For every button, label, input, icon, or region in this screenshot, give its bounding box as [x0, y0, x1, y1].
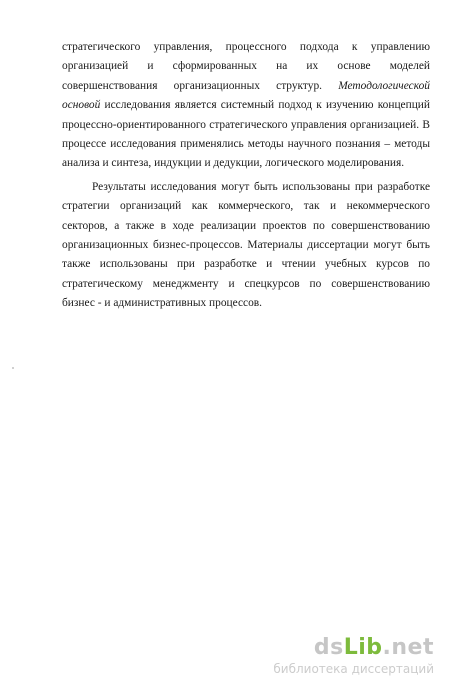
watermark-logo	[234, 636, 434, 660]
body-text	[62, 38, 430, 314]
p1-italic-term: Методологической основой	[62, 79, 430, 112]
watermark	[234, 636, 434, 677]
scan-speck	[12, 367, 14, 369]
watermark-subtitle: библиотека диссертаций	[273, 662, 434, 676]
logo-ds: ds	[313, 635, 344, 660]
p1-text-before: стратегического управления, процессного подхода к управлению организацией и сформированных на их основе моделей совершенствования организационных структур.	[62, 41, 430, 92]
logo-lib: Lib	[343, 635, 383, 660]
logo-net: .net	[382, 635, 434, 660]
p1-text-after: исследования является системный подход к изучению концепций процессно-ориентированного стратегического управления организацией. В процессе исследования применялись методы научного познания – методы анализа и синтеза, индукции и дедукции, логического моделирования.	[62, 99, 430, 170]
paragraph-methodology	[62, 38, 430, 174]
paragraph-results: Результаты исследования могут быть использованы при разработке стратегии организаций как коммерческого, так и некоммерческого секторов, а также в ходе реализации проектов по совершенствованию организационных бизнес-процессов. Материалы диссертации могут быть также использованы при разработке и чтении учебных курсов по стратегическому менеджменту и спецкурсов по совершенствованию бизнес - и административных процессов.	[62, 180, 430, 310]
